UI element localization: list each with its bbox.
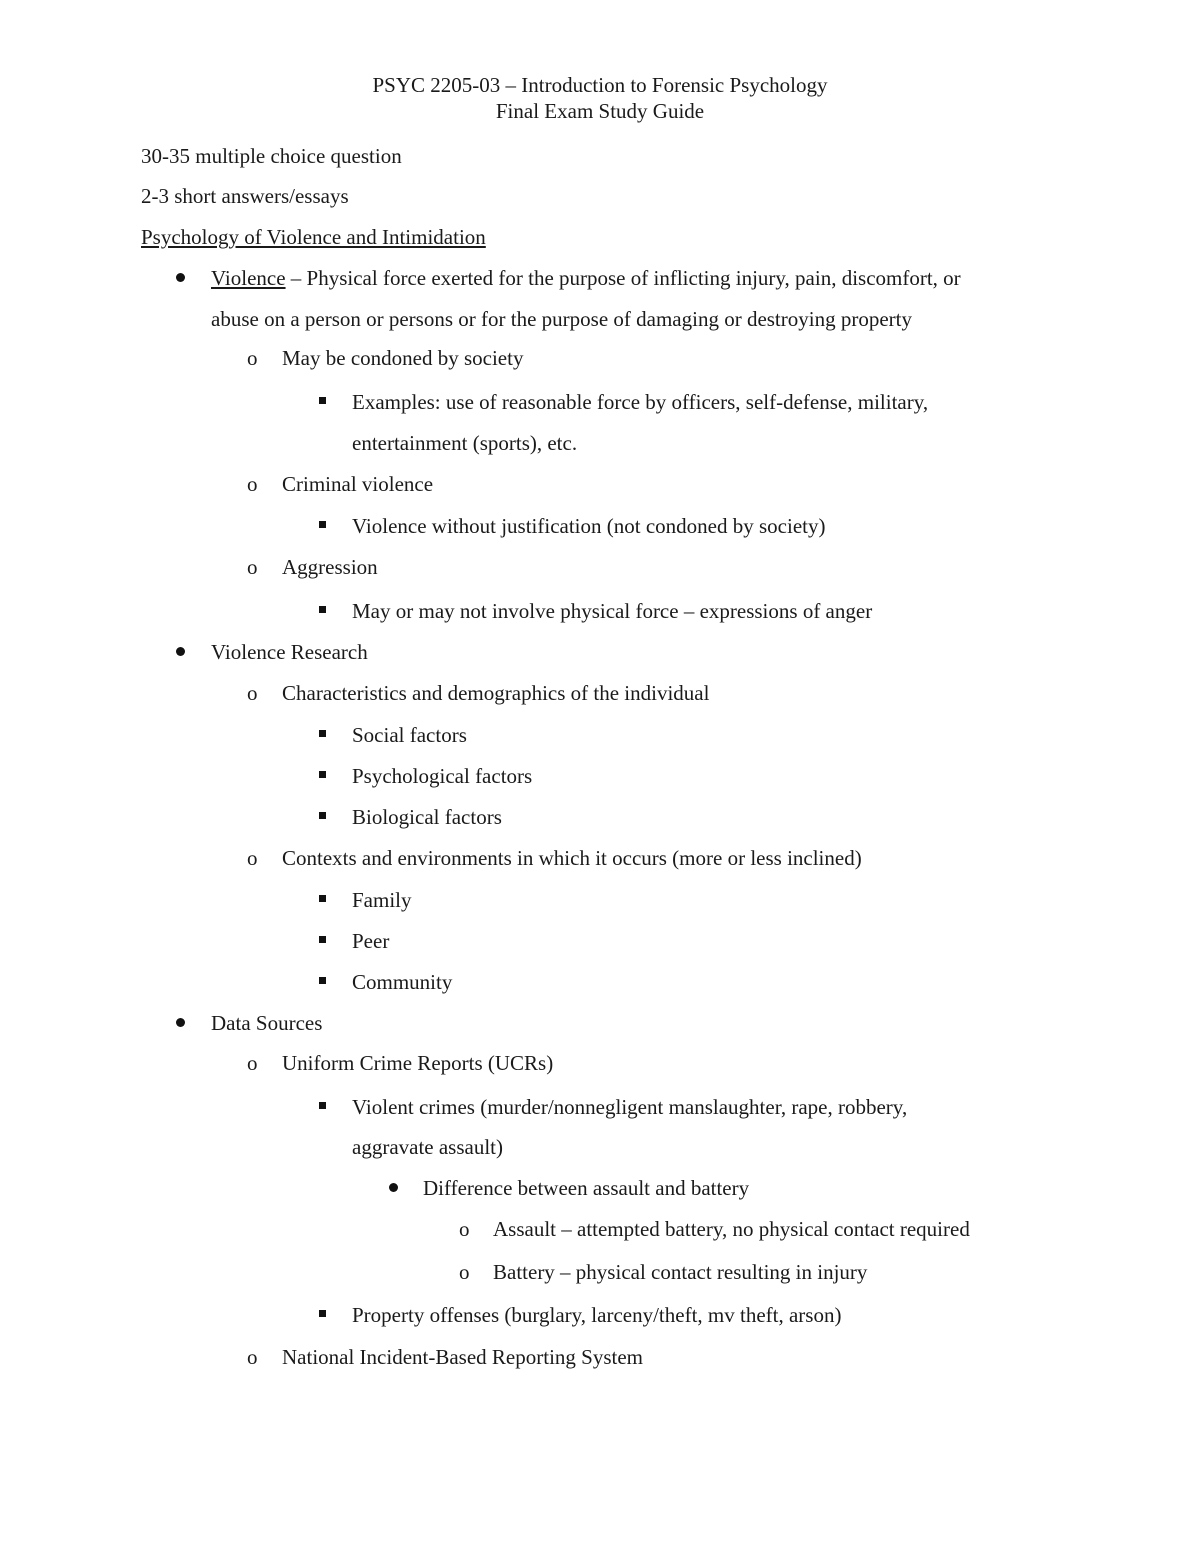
- list-item-community: Community: [352, 970, 453, 994]
- list-item-without-justification: Violence without justification (not condoned by society): [352, 514, 826, 538]
- term-violence: Violence: [211, 266, 286, 290]
- list-item-battery: Battery – physical contact resulting in injury: [493, 1260, 868, 1284]
- bullet-circle-icon: o: [247, 346, 258, 370]
- short-answer-line: 2-3 short answers/essays: [141, 184, 349, 208]
- list-item-peer: Peer: [352, 929, 390, 953]
- bullet-square-icon: [319, 771, 326, 778]
- document-subtitle: Final Exam Study Guide: [495, 99, 705, 123]
- list-item-psychological: Psychological factors: [352, 764, 533, 788]
- bullet-dot-icon: [176, 647, 185, 656]
- mc-count-line: 30-35 multiple choice question: [141, 144, 402, 168]
- bullet-circle-icon: o: [247, 472, 258, 496]
- list-item-criminal-violence: Criminal violence: [282, 472, 434, 496]
- list-item-biological: Biological factors: [352, 805, 502, 829]
- bullet-circle-icon: o: [459, 1260, 470, 1284]
- list-item-family: Family: [352, 888, 412, 912]
- list-item-assault: Assault – attempted battery, no physical contact required: [493, 1217, 970, 1241]
- list-item-examples-continued: entertainment (sports), etc.: [352, 431, 578, 455]
- list-item-property: Property offenses (burglary, larceny/theft, mv theft, arson): [352, 1303, 842, 1327]
- list-item-violent-crimes-continued: aggravate assault): [352, 1135, 504, 1159]
- list-item-examples: Examples: use of reasonable force by officers, self-defense, military,: [352, 390, 929, 414]
- violence-definition: – Physical force exerted for the purpose of inflicting injury, pain, discomfort, or: [285, 266, 961, 290]
- list-item-aggression-detail: May or may not involve physical force – expressions of anger: [352, 599, 873, 623]
- bullet-dot-icon: [176, 1018, 185, 1027]
- bullet-square-icon: [319, 895, 326, 902]
- bullet-square-icon: [319, 397, 326, 404]
- course-title: PSYC 2205-03 – Introduction to Forensic Psychology: [372, 73, 828, 97]
- bullet-circle-icon: o: [247, 846, 258, 870]
- bullet-square-icon: [319, 730, 326, 737]
- list-item-aggression: Aggression: [282, 555, 378, 579]
- violence-definition-continued: abuse on a person or persons or for the purpose of damaging or destroying property: [211, 307, 912, 331]
- list-item-violent-crimes: Violent crimes (murder/nonnegligent manslaughter, rape, robbery,: [352, 1095, 908, 1119]
- bullet-circle-icon: o: [247, 1345, 258, 1369]
- list-item-difference: Difference between assault and battery: [423, 1176, 750, 1200]
- list-item-violence-research: Violence Research: [211, 640, 368, 664]
- list-item-condoned: May be condoned by society: [282, 346, 524, 370]
- list-item-violence: [211, 265, 961, 291]
- bullet-dot-icon: [389, 1183, 398, 1192]
- list-item-ucr: Uniform Crime Reports (UCRs): [282, 1051, 554, 1075]
- bullet-circle-icon: o: [459, 1217, 470, 1241]
- list-item-social: Social factors: [352, 723, 467, 747]
- bullet-square-icon: [319, 812, 326, 819]
- document-header: [0, 72, 1200, 124]
- bullet-square-icon: [319, 936, 326, 943]
- bullet-square-icon: [319, 521, 326, 528]
- bullet-square-icon: [319, 1102, 326, 1109]
- list-item-nibrs: National Incident-Based Reporting System: [282, 1345, 644, 1369]
- bullet-circle-icon: o: [247, 681, 258, 705]
- bullet-square-icon: [319, 606, 326, 613]
- bullet-square-icon: [319, 977, 326, 984]
- list-item-data-sources: Data Sources: [211, 1011, 323, 1035]
- bullet-circle-icon: o: [247, 555, 258, 579]
- bullet-circle-icon: o: [247, 1051, 258, 1075]
- bullet-square-icon: [319, 1310, 326, 1317]
- list-item-characteristics: Characteristics and demographics of the individual: [282, 681, 710, 705]
- bullet-dot-icon: [176, 273, 185, 282]
- section-heading: Psychology of Violence and Intimidation: [141, 225, 486, 249]
- list-item-contexts: Contexts and environments in which it occurs (more or less inclined): [282, 846, 862, 870]
